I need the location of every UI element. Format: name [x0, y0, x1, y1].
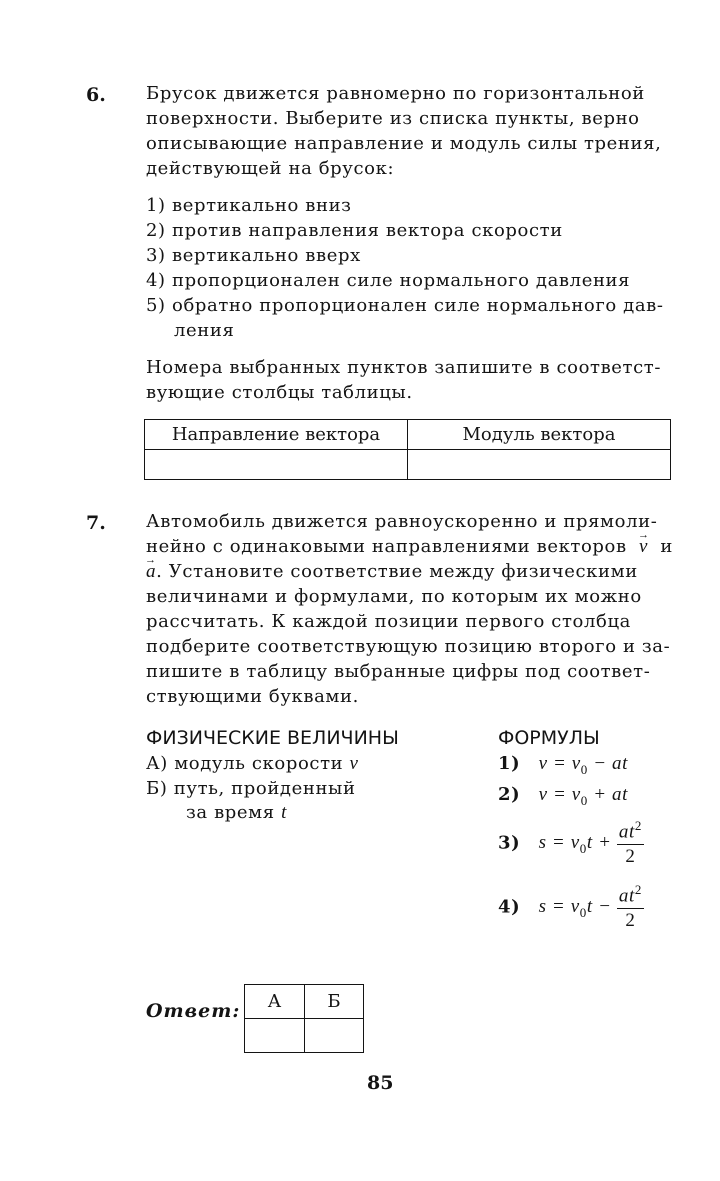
formula-4-expression: $s = v_0t$ − $\frac{at^2}{2}$ [538, 882, 642, 932]
q7-text-line-1: Автомобиль движется равноускоренно и прямоли- [146, 511, 658, 532]
q6-answer-cell-modulus[interactable] [408, 450, 671, 480]
quantity-text: путь, пройденный [173, 778, 356, 799]
option-text: обратно пропорционален силе нормального дав- [172, 295, 664, 316]
q7-answer-table [244, 984, 364, 1053]
q6-option-2 [146, 219, 563, 243]
q6-option-5-continuation: ления [174, 320, 235, 341]
quantity-letter: А) [146, 753, 168, 774]
formula-number: 2) [498, 784, 521, 805]
acceleration-vector-symbol: → a [146, 560, 156, 584]
q6-text-line-1: Брусок движется равномерно по горизонтальной [146, 83, 645, 104]
q7-text-line-6: подберите соответствующую позицию второго и за- [146, 636, 671, 657]
page-number: 85 [367, 1072, 394, 1094]
quantity-variable: v [349, 753, 359, 774]
quantity-b [146, 777, 356, 801]
question-6-number: 6. [86, 84, 106, 106]
formula-2-expression: $v = v_0$ + at [538, 784, 628, 808]
q6-text-line-3: описывающие направление и модуль силы трения, [146, 133, 662, 154]
q7-text-line-4: величинами и формулами, по которым их можно [146, 586, 642, 607]
q7-text-line-5: рассчитать. К каждой позиции первого столбца [146, 611, 631, 632]
formula-sign: − [598, 895, 612, 917]
q6-instruction-line-1: Номера выбранных пунктов запишите в соответст- [146, 357, 662, 378]
option-text: против направления вектора скорости [172, 220, 563, 241]
answer-cell-a[interactable] [245, 1019, 305, 1053]
velocity-vector-symbol: → v [639, 535, 648, 559]
q6-table-header-modulus: Модуль вектора [408, 420, 671, 450]
formula-sign: + [593, 784, 607, 805]
answer-header-b: Б [305, 985, 364, 1019]
formula-2 [498, 783, 628, 813]
quantity-a [146, 752, 359, 776]
option-text: вертикально вниз [172, 195, 352, 216]
answer-cell-b[interactable] [305, 1019, 364, 1053]
formula-1-expression: $v = v_0$ − at [538, 753, 628, 777]
option-number: 5) [146, 295, 166, 316]
option-number: 2) [146, 220, 166, 241]
formula-4 [498, 882, 644, 932]
q7-line-3-text: . Установите соответствие между физическими [156, 561, 638, 582]
option-number: 3) [146, 245, 166, 266]
q7-text-line-7: пишите в таблицу выбранные цифры под соответ- [146, 661, 651, 682]
formula-sign: + [598, 831, 612, 853]
q6-table-header-direction: Направление вектора [145, 420, 408, 450]
formula-sign: − [593, 753, 607, 774]
q6-option-5 [146, 294, 664, 318]
physical-quantities-header: ФИЗИЧЕСКИЕ ВЕЛИЧИНЫ [146, 727, 399, 749]
option-number: 4) [146, 270, 166, 291]
formula-1 [498, 752, 628, 782]
option-number: 1) [146, 195, 166, 216]
q6-option-1 [146, 194, 352, 218]
fraction: $\frac{at^2}{2}$ [618, 882, 642, 932]
formula-3 [498, 818, 644, 868]
quantity-b-continuation [186, 801, 287, 825]
q7-text-line-3 [146, 560, 638, 584]
quantity-text-cont: за время [186, 802, 275, 823]
q6-answer-cell-direction[interactable] [145, 450, 408, 480]
q7-and-word: и [660, 536, 674, 557]
answer-label: Ответ: [146, 1000, 241, 1022]
formulas-header: ФОРМУЛЫ [498, 727, 600, 749]
option-text: вертикально вверх [172, 245, 361, 266]
q7-text-line-8: ствующими буквами. [146, 686, 359, 707]
option-text: пропорционален силе нормального давления [172, 270, 631, 291]
quantity-letter: Б) [146, 778, 168, 799]
q7-line-2-text: нейно с одинаковыми направлениями векторов [146, 536, 627, 557]
q6-answer-table [144, 419, 671, 480]
formula-number: 4) [498, 896, 521, 918]
formula-number: 1) [498, 753, 521, 774]
fraction: $\frac{at^2}{2}$ [618, 818, 642, 868]
formula-number: 3) [498, 832, 521, 854]
q6-option-3 [146, 244, 361, 268]
formula-3-expression: $s = v_0t$ + $\frac{at^2}{2}$ [538, 818, 642, 868]
q6-instruction-line-2: вующие столбцы таблицы. [146, 382, 413, 403]
quantity-variable: t [281, 802, 287, 823]
q6-option-4 [146, 269, 630, 293]
question-7-number: 7. [86, 512, 106, 534]
answer-header-a: А [245, 985, 305, 1019]
quantity-text: модуль скорости [174, 753, 344, 774]
q6-text-line-4: действующей на брусок: [146, 158, 395, 179]
q7-text-line-2 [146, 535, 673, 559]
q6-text-line-2: поверхности. Выберите из списка пункты, верно [146, 108, 640, 129]
